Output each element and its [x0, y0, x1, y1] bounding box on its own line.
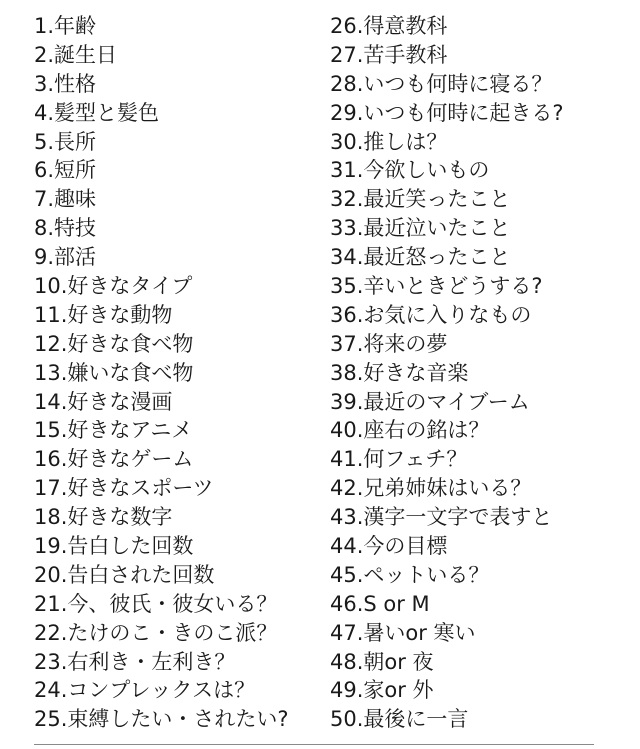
bottom-divider [34, 744, 594, 745]
question-item: 44.今の目標 [330, 534, 448, 559]
question-item: 48.朝or 夜 [330, 649, 434, 674]
question-item: 40.座右の銘は？ [330, 418, 490, 443]
question-item: 24.コンプレックスは？ [34, 678, 256, 703]
question-item: 13.嫌いな食べ物 [34, 360, 194, 385]
question-item: 37.将来の夢 [330, 331, 448, 356]
question-item: 21.今、彼氏・彼女いる？ [34, 591, 278, 616]
question-item: 46.S or M [330, 591, 430, 616]
question-item: 20.告白された回数 [34, 562, 215, 587]
question-item: 9.部活 [34, 245, 97, 270]
question-item: 12.好きな食べ物 [34, 331, 194, 356]
question-list-right [330, 12, 630, 734]
question-item: 27.苦手教科 [330, 42, 448, 67]
question-item: 28.いつも何時に寝る？ [330, 71, 553, 96]
question-item: 1.年齢 [34, 14, 97, 38]
question-item: 7.趣味 [34, 187, 97, 212]
question-item: 22.たけのこ・きのこ派？ [34, 620, 278, 645]
question-item: 2.誕生日 [34, 42, 118, 67]
question-item: 16.好きなゲーム [34, 447, 194, 472]
question-item: 8.特技 [34, 216, 97, 241]
question-item: 15.好きなアニメ [34, 418, 193, 443]
question-item: 23.右利き・左利き？ [34, 649, 236, 674]
question-item: 33.最近泣いたこと [330, 216, 511, 241]
question-item: 34.最近怒ったこと [330, 245, 511, 270]
question-item: 17.好きなスポーツ [34, 476, 214, 501]
question-item: 36.お気に入りなもの [330, 302, 532, 327]
question-item: 19.告白した回数 [34, 534, 194, 559]
question-item: 26.得意教科 [330, 14, 448, 38]
question-item: 25.束縛したい・されたい? [34, 707, 289, 732]
question-item: 49.家or 外 [330, 678, 434, 703]
question-item: 47.暑いor 寒い [330, 620, 476, 645]
question-item: 32.最近笑ったこと [330, 187, 511, 212]
question-item: 4.髪型と髪色 [34, 100, 160, 125]
question-item: 45.ペットいる？ [330, 562, 490, 587]
question-item: 29.いつも何時に起きる? [330, 100, 564, 125]
question-item: 18.好きな数字 [34, 505, 173, 530]
question-list-left [34, 12, 334, 734]
question-item: 50.最後に一言 [330, 707, 469, 732]
question-item: 3.性格 [34, 71, 97, 96]
question-item: 43.漢字一文字で表すと [330, 505, 553, 530]
question-item: 11.好きな動物 [34, 302, 173, 327]
question-item: 6.短所 [34, 158, 97, 183]
question-item: 5.長所 [34, 129, 97, 154]
question-item: 31.今欲しいもの [330, 158, 490, 183]
question-item: 41.何フェチ？ [330, 447, 468, 472]
question-item: 39.最近のマイブーム [330, 389, 530, 414]
question-item: 10.好きなタイプ [34, 274, 193, 299]
question-item: 30.推しは？ [330, 129, 448, 154]
question-item: 35.辛いときどうする? [330, 274, 543, 299]
question-item: 42.兄弟姉妹はいる？ [330, 476, 532, 501]
question-item: 14.好きな漫画 [34, 389, 173, 414]
question-item: 38.好きな音楽 [330, 360, 469, 385]
